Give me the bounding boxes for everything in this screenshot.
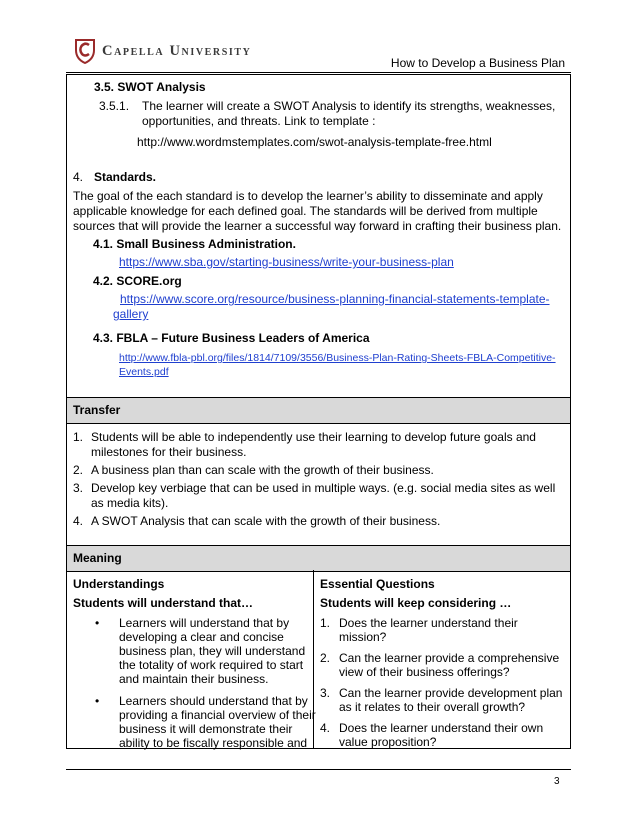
- understandings-subheading: Students will understand that…: [73, 596, 254, 610]
- essential-questions-subheading: Students will keep considering …: [320, 596, 512, 610]
- essential-questions-heading: Essential Questions: [320, 577, 435, 591]
- question-line: mission?: [339, 630, 387, 644]
- understanding-line: ability to be fiscally responsible and: [119, 736, 308, 750]
- bullet-icon: •: [95, 616, 100, 630]
- understanding-line: business plan, they will understand: [119, 644, 306, 658]
- question-line: as it relates to their overall growth?: [339, 700, 526, 714]
- transfer-item-number: 3.: [73, 481, 84, 495]
- standards-paragraph-line: The goal of the each standard is to develop the learner’s ability to disseminate and apply: [73, 189, 543, 203]
- transfer-item-line: A SWOT Analysis that can scale with the growth of their business.: [91, 514, 441, 528]
- question-line: Does the learner understand their: [339, 616, 518, 630]
- sba-link[interactable]: https://www.sba.gov/starting-business/write-your-business-plan: [119, 255, 454, 269]
- transfer-heading: Transfer: [73, 403, 121, 417]
- curriculum-table: [66, 74, 571, 749]
- transfer-item-line: Students will be able to independently use their learning to develop future goals and: [91, 430, 536, 444]
- score-link-continued[interactable]: gallery: [113, 307, 149, 321]
- question-number: 4.: [320, 721, 331, 735]
- swot-heading: 3.5. SWOT Analysis: [94, 80, 206, 94]
- fbla-heading: 4.3. FBLA – Future Business Leaders of America: [93, 331, 370, 345]
- understanding-line: the totality of work required to start: [119, 658, 304, 672]
- shield-crest-icon: [74, 38, 96, 64]
- score-link[interactable]: https://www.score.org/resource/business-planning-financial-statements-template-: [120, 292, 550, 306]
- question-line: Can the learner provide a comprehensive: [339, 651, 560, 665]
- score-heading: 4.2. SCORE.org: [93, 274, 182, 288]
- page-header: [66, 30, 571, 70]
- fbla-link-continued[interactable]: Events.pdf: [119, 366, 169, 378]
- swot-template-link[interactable]: http://www.wordmstemplates.com/swot-analysis-template-free.html: [137, 135, 492, 149]
- question-number: 2.: [320, 651, 331, 665]
- understandings-heading: Understandings: [73, 577, 165, 591]
- transfer-item-line: as media kits).: [91, 496, 169, 510]
- question-line: view of their business offerings?: [339, 665, 510, 679]
- transfer-item-line: A business plan than can scale with the growth of their business.: [91, 463, 434, 477]
- understanding-line: and maintain their business.: [119, 672, 269, 686]
- swot-item-number: 3.5.1.: [99, 99, 130, 113]
- understanding-line: developing a clear and concise: [119, 630, 284, 644]
- question-line: Does the learner understand their own: [339, 721, 544, 735]
- meaning-header-row: [67, 545, 570, 572]
- header-divider: [66, 72, 571, 73]
- transfer-item-number: 4.: [73, 514, 84, 528]
- transfer-item-number: 1.: [73, 430, 84, 444]
- understanding-line: Learners will understand that by: [119, 616, 290, 630]
- standards-number: 4.: [73, 170, 84, 184]
- swot-item-line-1: The learner will create a SWOT Analysis to identify its strengths, weaknesses,: [142, 99, 556, 113]
- standards-paragraph-line: applicable knowledge for each defined goal. The standards will be derived from multiple: [73, 204, 538, 218]
- logo-text: Capella University: [102, 42, 252, 59]
- understanding-line: Learners should understand that by: [119, 694, 308, 708]
- transfer-item-line: milestones for their business.: [91, 445, 247, 459]
- sba-heading: 4.1. Small Business Administration.: [93, 237, 296, 251]
- transfer-header-row: [67, 397, 570, 424]
- meaning-heading: Meaning: [73, 551, 122, 565]
- transfer-item-number: 2.: [73, 463, 84, 477]
- bullet-icon: •: [95, 694, 100, 708]
- understanding-line: providing a financial overview of their: [119, 708, 316, 722]
- document-title: How to Develop a Business Plan: [390, 56, 565, 70]
- question-number: 3.: [320, 686, 331, 700]
- standards-paragraph-line: sources that will provide the learner a successful way forward in crafting their business plan.: [73, 219, 562, 233]
- capella-logo: [74, 38, 252, 64]
- question-line: Can the learner provide development plan: [339, 686, 563, 700]
- question-number: 1.: [320, 616, 331, 630]
- footer-divider: [66, 769, 571, 770]
- swot-item-line-2: opportunities, and threats. Link to template :: [142, 114, 376, 128]
- fbla-link[interactable]: http://www.fbla-pbl.org/files/1814/7109/3556/Business-Plan-Rating-Sheets-FBLA-Competitive-: [119, 352, 556, 364]
- transfer-item-line: Develop key verbiage that can be used in multiple ways. (e.g. social media sites as well: [91, 481, 556, 495]
- standards-heading: Standards.: [94, 170, 157, 184]
- page-number: 3: [554, 776, 560, 787]
- understanding-line: business it will demonstrate their: [119, 722, 293, 736]
- question-line: value proposition?: [339, 735, 437, 749]
